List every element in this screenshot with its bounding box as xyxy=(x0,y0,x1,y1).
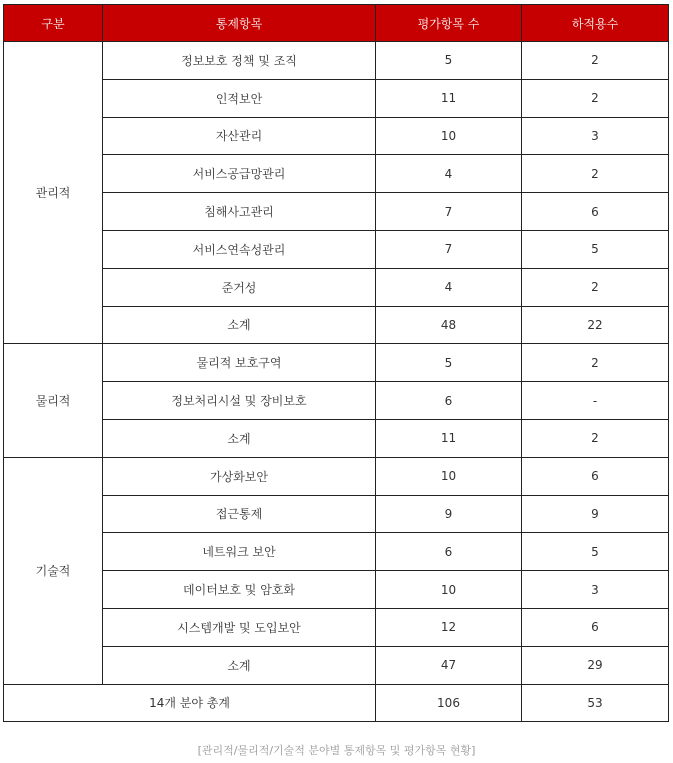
control-item-cell: 정보처리시설 및 장비보호 xyxy=(103,382,376,420)
control-items-table xyxy=(3,4,669,722)
applied-count-cell: 5 xyxy=(522,533,669,571)
table-row xyxy=(4,646,669,684)
evaluation-count-cell: 9 xyxy=(376,495,522,533)
control-item-cell: 가상화보안 xyxy=(103,457,376,495)
control-item-cell: 네트워크 보안 xyxy=(103,533,376,571)
evaluation-count-cell: 10 xyxy=(376,457,522,495)
total-label-cell: 14개 분야 총계 xyxy=(4,684,376,722)
table-header-row xyxy=(4,5,669,42)
category-cell: 기술적 xyxy=(4,457,103,684)
table-row xyxy=(4,155,669,193)
total-applied-count-cell: 53 xyxy=(522,684,669,722)
table-row xyxy=(4,344,669,382)
table-row xyxy=(4,230,669,268)
evaluation-count-cell: 11 xyxy=(376,419,522,457)
control-item-cell: 소계 xyxy=(103,646,376,684)
applied-count-cell: 6 xyxy=(522,457,669,495)
evaluation-count-cell: 47 xyxy=(376,646,522,684)
applied-count-cell: 6 xyxy=(522,608,669,646)
header-control-item: 통제항목 xyxy=(103,5,376,42)
evaluation-count-cell: 4 xyxy=(376,268,522,306)
evaluation-count-cell: 6 xyxy=(376,382,522,420)
category-cell: 관리적 xyxy=(4,42,103,344)
table-row xyxy=(4,306,669,344)
table-row xyxy=(4,495,669,533)
table-row xyxy=(4,571,669,609)
control-item-cell: 데이터보호 및 암호화 xyxy=(103,571,376,609)
header-applied-count: 하적용수 xyxy=(522,5,669,42)
control-item-cell: 정보보호 정책 및 조직 xyxy=(103,42,376,80)
control-item-cell: 준거성 xyxy=(103,268,376,306)
evaluation-count-cell: 11 xyxy=(376,79,522,117)
table-row xyxy=(4,419,669,457)
applied-count-cell: 2 xyxy=(522,419,669,457)
evaluation-count-cell: 48 xyxy=(376,306,522,344)
evaluation-count-cell: 5 xyxy=(376,344,522,382)
control-item-cell: 접근통제 xyxy=(103,495,376,533)
table-row xyxy=(4,382,669,420)
control-item-cell: 물리적 보호구역 xyxy=(103,344,376,382)
evaluation-count-cell: 6 xyxy=(376,533,522,571)
evaluation-count-cell: 12 xyxy=(376,608,522,646)
table-row xyxy=(4,117,669,155)
control-item-cell: 서비스연속성관리 xyxy=(103,230,376,268)
applied-count-cell: 3 xyxy=(522,117,669,155)
evaluation-count-cell: 4 xyxy=(376,155,522,193)
table-row xyxy=(4,193,669,231)
applied-count-cell: 3 xyxy=(522,571,669,609)
applied-count-cell: 2 xyxy=(522,79,669,117)
evaluation-count-cell: 7 xyxy=(376,230,522,268)
applied-count-cell: 5 xyxy=(522,230,669,268)
control-item-cell: 침해사고관리 xyxy=(103,193,376,231)
table-caption: [관리적/물리적/기술적 분야별 통제항목 및 평가항목 현황] xyxy=(197,744,476,757)
evaluation-count-cell: 7 xyxy=(376,193,522,231)
evaluation-count-cell: 10 xyxy=(376,117,522,155)
control-item-cell: 소계 xyxy=(103,419,376,457)
header-category: 구분 xyxy=(4,5,103,42)
category-cell: 물리적 xyxy=(4,344,103,457)
applied-count-cell: 9 xyxy=(522,495,669,533)
applied-count-cell: 2 xyxy=(522,155,669,193)
applied-count-cell: 2 xyxy=(522,344,669,382)
table-row xyxy=(4,608,669,646)
control-item-cell: 인적보안 xyxy=(103,79,376,117)
control-item-cell: 시스템개발 및 도입보안 xyxy=(103,608,376,646)
applied-count-cell: 29 xyxy=(522,646,669,684)
applied-count-cell: 2 xyxy=(522,42,669,80)
total-evaluation-count-cell: 106 xyxy=(376,684,522,722)
applied-count-cell: - xyxy=(522,382,669,420)
table-row xyxy=(4,42,669,80)
header-evaluation-count: 평가항목 수 xyxy=(376,5,522,42)
evaluation-count-cell: 5 xyxy=(376,42,522,80)
control-item-cell: 서비스공급망관리 xyxy=(103,155,376,193)
evaluation-count-cell: 10 xyxy=(376,571,522,609)
table-row xyxy=(4,533,669,571)
table-row xyxy=(4,79,669,117)
applied-count-cell: 6 xyxy=(522,193,669,231)
table-row xyxy=(4,457,669,495)
applied-count-cell: 22 xyxy=(522,306,669,344)
control-item-cell: 자산관리 xyxy=(103,117,376,155)
total-row xyxy=(4,684,669,722)
applied-count-cell: 2 xyxy=(522,268,669,306)
table-row xyxy=(4,268,669,306)
control-item-cell: 소계 xyxy=(103,306,376,344)
